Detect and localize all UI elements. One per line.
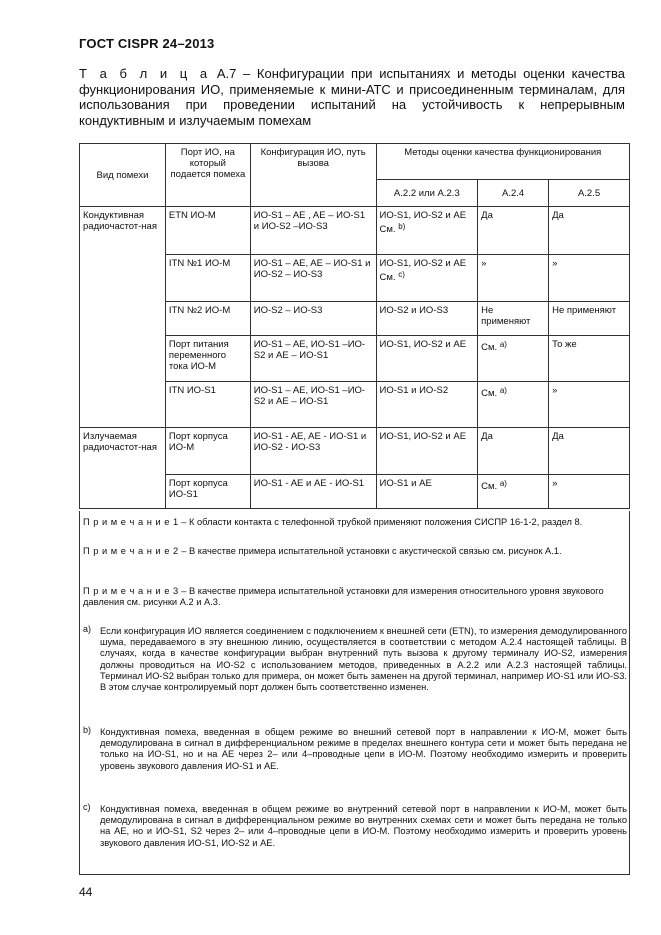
cell-port: ITN №1 ИО-М — [165, 255, 250, 302]
cell-port: Порт корпуса ИО-М — [165, 428, 250, 475]
footnote-b — [83, 727, 627, 772]
cell-method-1: ИО-S1, ИО-S2 и AE — [376, 428, 478, 475]
cell-port: ITN №2 ИО-М — [165, 302, 250, 336]
cell-config: ИО-S1 - AE и AE - ИО-S1 — [250, 475, 376, 509]
note-1-label: П р и м е ч а н и е 1 — [83, 517, 179, 527]
cell-method-1 — [376, 207, 478, 255]
cell-config: ИО-S1 – AE, AE – ИО-S1 и ИО-S2 – ИО-S3 — [250, 255, 376, 302]
cell-text: ИО-S1, ИО-S2 и AE — [379, 210, 467, 221]
note-1 — [83, 517, 625, 528]
cell-method-1: ИО-S1 и ИО-S2 — [376, 382, 478, 428]
cell-sup: c) — [398, 270, 405, 279]
cell-config: ИО-S2 – ИО-S3 — [250, 302, 376, 336]
head-method-1: А.2.2 или А.2.3 — [376, 180, 478, 207]
footnote-a-mark: a) — [83, 624, 92, 634]
note-2 — [83, 546, 625, 557]
footnote-a-text: Если конфигурация ИО является соединением с подключением к внешней сети (ETN), то измерения демодулированного шума, передаваемого в эту внешнюю линию, осуществляется в соответствии с методом А.2.4 настоящей таблицы. В случаях, когда в качестве конфигурации выбран внутренний путь вызова к другому терминалу ИО-S2, измерения должны проводиться на ИО-S2 с использованием методов, приведенных в А.2.2 или А.2.3 настоящей таблицы. Терминал ИО-S2 выбран только для примера, он может быть заменен на другой терминал, например ИО-S1 или ИО-S3. В этом случае контролируемый порт должен быть соответственно изменен. — [100, 626, 627, 693]
table-row — [80, 428, 630, 475]
cell-method-2 — [478, 382, 549, 428]
cell-method-2: Не применяют — [478, 302, 549, 336]
page-number: 44 — [79, 885, 93, 899]
head-port: Порт ИО, на который подается помеха — [165, 144, 250, 207]
cell-method-1: ИО-S1, ИО-S2 и AE — [376, 336, 478, 382]
head-method-2: А.2.4 — [478, 180, 549, 207]
footnote-c-text: Кондуктивная помеха, введенная в общем режиме во внутренний сетевой порт в направлении к ИО-М, может быть демодулирована в сигнал в дифференциальном режиме во внутренних схемах сети и может быть передана не только на AE, но и ИО-S1, S2 через 2– или 4–проводные цепи в ИО-М. Поэтому необходимо измерить и проверить уровень звукового давления ИО-S1, ИО-S2 и AE. — [100, 804, 627, 848]
table-row — [80, 207, 630, 255]
footnote-c-mark: c) — [83, 802, 91, 812]
cell-ref: См. — [379, 272, 396, 283]
document-header: ГОСТ CISPR 24–2013 — [79, 36, 215, 51]
cell-method-3: То же — [549, 336, 630, 382]
cell-config: ИО-S1 – AE, ИО-S1 –ИО-S2 и AE – ИО-S1 — [250, 382, 376, 428]
cell-sup: b) — [398, 222, 406, 231]
cell-method-2 — [478, 336, 549, 382]
cell-method-2: Да — [478, 428, 549, 475]
note-3-label: П р и м е ч а н и е 3 — [83, 586, 179, 596]
cell-method-1 — [376, 255, 478, 302]
cell-method-1: ИО-S1 и AE — [376, 475, 478, 509]
cell-method-2: » — [478, 255, 549, 302]
cell-config: ИО-S1 – AE , AE – ИО-S1 и ИО-S2 –ИО-S3 — [250, 207, 376, 255]
cell-sup: a) — [499, 340, 507, 349]
cell-type: Кондуктивная радиочастот-ная — [80, 207, 166, 428]
notes-block — [79, 511, 630, 875]
note-3-text: – В качестве примера испытательной установки для измерения относительного уровня звукового давления см. рисунки А.2 и А.3. — [83, 586, 604, 608]
footnote-b-mark: b) — [83, 725, 92, 735]
note-2-label: П р и м е ч а н и е 2 — [83, 546, 179, 556]
cell-method-2 — [478, 475, 549, 509]
cell-method-3: Да — [549, 207, 630, 255]
cell-method-1: ИО-S2 и ИО-S3 — [376, 302, 478, 336]
footnote-c — [83, 804, 627, 849]
cell-method-2: Да — [478, 207, 549, 255]
head-methods: Методы оценки качества функционирования — [376, 144, 629, 180]
head-type: Вид помехи — [80, 144, 166, 207]
cell-ref: См. — [481, 342, 498, 353]
note-3 — [83, 586, 625, 608]
cell-text: ИО-S1, ИО-S2 и AE — [379, 258, 467, 269]
cell-type: Излучаемая радиочастот-ная — [80, 428, 166, 509]
caption-text: А.7 – Конфигурации при испытаниях и методы оценки качества функционирования ИО, применяемые к мини-АТС и присоединенным терминалам, для использования при проведении испытаний на устойчивость к непрерывным кондуктивным и излучаемым помехам — [79, 66, 626, 128]
cell-method-3: » — [549, 475, 630, 509]
cell-config: ИО-S1 – AE, ИО-S1 –ИО-S2 и AE – ИО-S1 — [250, 336, 376, 382]
head-config: Конфигурация ИО, путь вызова — [250, 144, 376, 207]
cell-sup: a) — [499, 386, 507, 395]
config-table — [79, 143, 630, 509]
cell-method-3: Да — [549, 428, 630, 475]
cell-method-3: » — [549, 255, 630, 302]
cell-port: Порт питания переменного тока ИО-М — [165, 336, 250, 382]
cell-method-3: » — [549, 382, 630, 428]
cell-ref: См. — [481, 481, 498, 492]
cell-port: ETN ИО-М — [165, 207, 250, 255]
note-2-text: – В качестве примера испытательной установки с акустической связью см. рисунок А.1. — [178, 546, 562, 556]
note-1-text: – К области контакта с телефонной трубкой применяют положения СИСПР 16-1-2, раздел 8. — [178, 517, 583, 527]
footnote-a — [83, 626, 627, 693]
head-method-3: А.2.5 — [549, 180, 630, 207]
cell-ref: См. — [379, 224, 396, 235]
cell-sup: a) — [499, 479, 507, 488]
cell-method-3: Не применяют — [549, 302, 630, 336]
table-caption — [79, 66, 625, 128]
cell-port: ITN ИО-S1 — [165, 382, 250, 428]
cell-port: Порт корпуса ИО-S1 — [165, 475, 250, 509]
cell-config: ИО-S1 - AE, AE - ИО-S1 и ИО-S2 - ИО-S3 — [250, 428, 376, 475]
cell-ref: См. — [481, 388, 498, 399]
caption-label: Т а б л и ц а — [79, 66, 211, 81]
footnote-b-text: Кондуктивная помеха, введенная в общем режиме во внешний сетевой порт в направлении к ИО-М, может быть демодулирована в сигнал в дифференциальном режиме в пределах внешнего контура сети и может быть передана не только на ИО-S1, но и на AE через 2– или 4–проводные цепи в ИО-М. Поэтому необходимо измерить и проверить уровень звукового давления ИО-S1 и AE. — [100, 727, 627, 771]
